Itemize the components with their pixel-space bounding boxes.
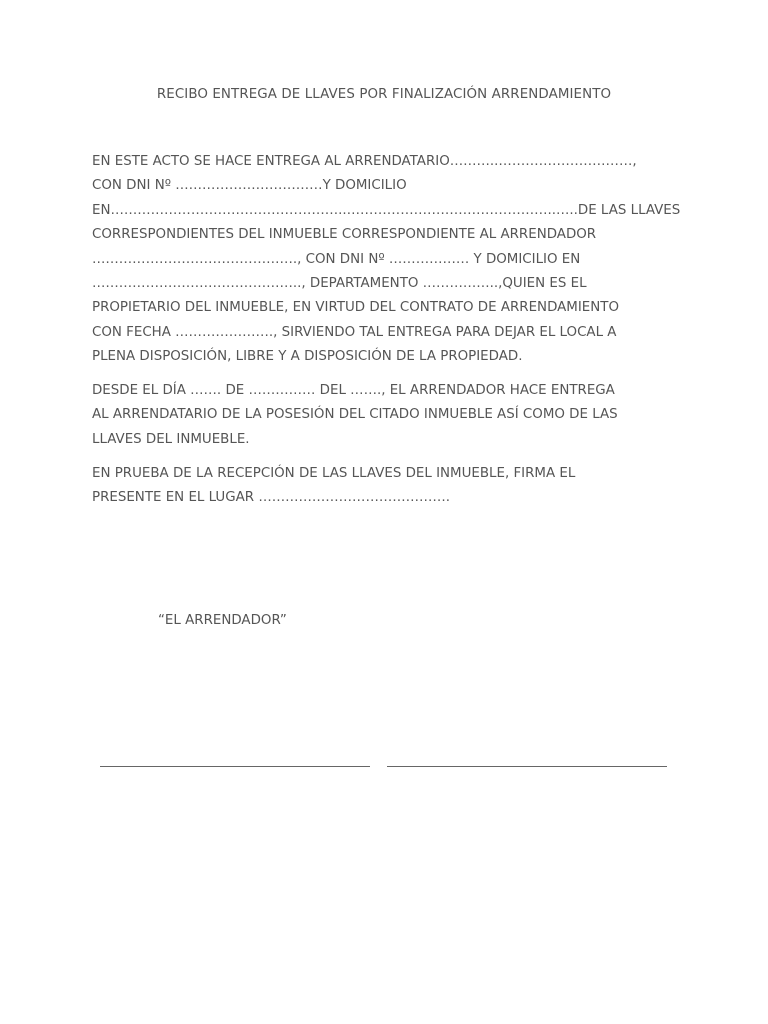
document-title: RECIBO ENTREGA DE LLAVES POR FINALIZACIÓN ARRENDAMIENTO [156, 87, 612, 102]
signature-line-right [387, 766, 667, 767]
document-body [92, 150, 682, 510]
paragraph-line: CON FECHA …………………., SIRVIENDO TAL ENTREGA PARA DEJAR EL LOCAL A [92, 324, 617, 340]
paragraph-line: EN ESTE ACTO SE HACE ENTREGA AL ARRENDATARIO………..…………………………, [92, 154, 637, 169]
paragraph-line: EN……………………………………………..………………………………………..…..DE LAS LLAVES [92, 202, 681, 218]
paragraph-line: LLAVES DEL INMUEBLE. [92, 431, 250, 447]
paragraph-line: PRESENTE EN EL LUGAR ……………………………………. [92, 490, 451, 506]
paragraph-spacer [92, 452, 682, 462]
paragraph-line: ……………………………………….., DEPARTAMENTO ……………..,QUIEN ES EL [92, 275, 587, 291]
signatory-label: “EL ARRENDADOR” [158, 613, 287, 628]
paragraph-line: DESDE EL DÍA ……. DE …………… DEL ……., EL ARRENDADOR HACE ENTREGA [92, 383, 615, 399]
paragraph-line: PLENA DISPOSICIÓN, LIBRE Y A DISPOSICIÓN DE LA PROPIEDAD. [92, 349, 523, 365]
paragraph-line: ………………………………………., CON DNI Nº ……………… Y DOMICILIO EN [92, 251, 581, 267]
paragraph-line: CORRESPONDIENTES DEL INMUEBLE CORRESPONDIENTE AL ARRENDADOR [92, 227, 597, 243]
paragraph-line: EN PRUEBA DE LA RECEPCIÓN DE LAS LLAVES DEL INMUEBLE, FIRMA EL [92, 465, 576, 481]
signature-line-left [100, 766, 370, 767]
paragraph-firma [92, 462, 682, 511]
paragraph-line: CON DNI Nº ……………………………Y DOMICILIO [92, 178, 407, 194]
paragraph-entrega [92, 150, 682, 370]
paragraph-spacer [92, 370, 682, 380]
paragraph-line: AL ARRENDATARIO DE LA POSESIÓN DEL CITADO INMUEBLE ASÍ COMO DE LAS [92, 407, 618, 423]
paragraph-line: PROPIETARIO DEL INMUEBLE, EN VIRTUD DEL CONTRATO DE ARRENDAMIENTO [92, 300, 620, 316]
paragraph-posesion [92, 379, 682, 452]
